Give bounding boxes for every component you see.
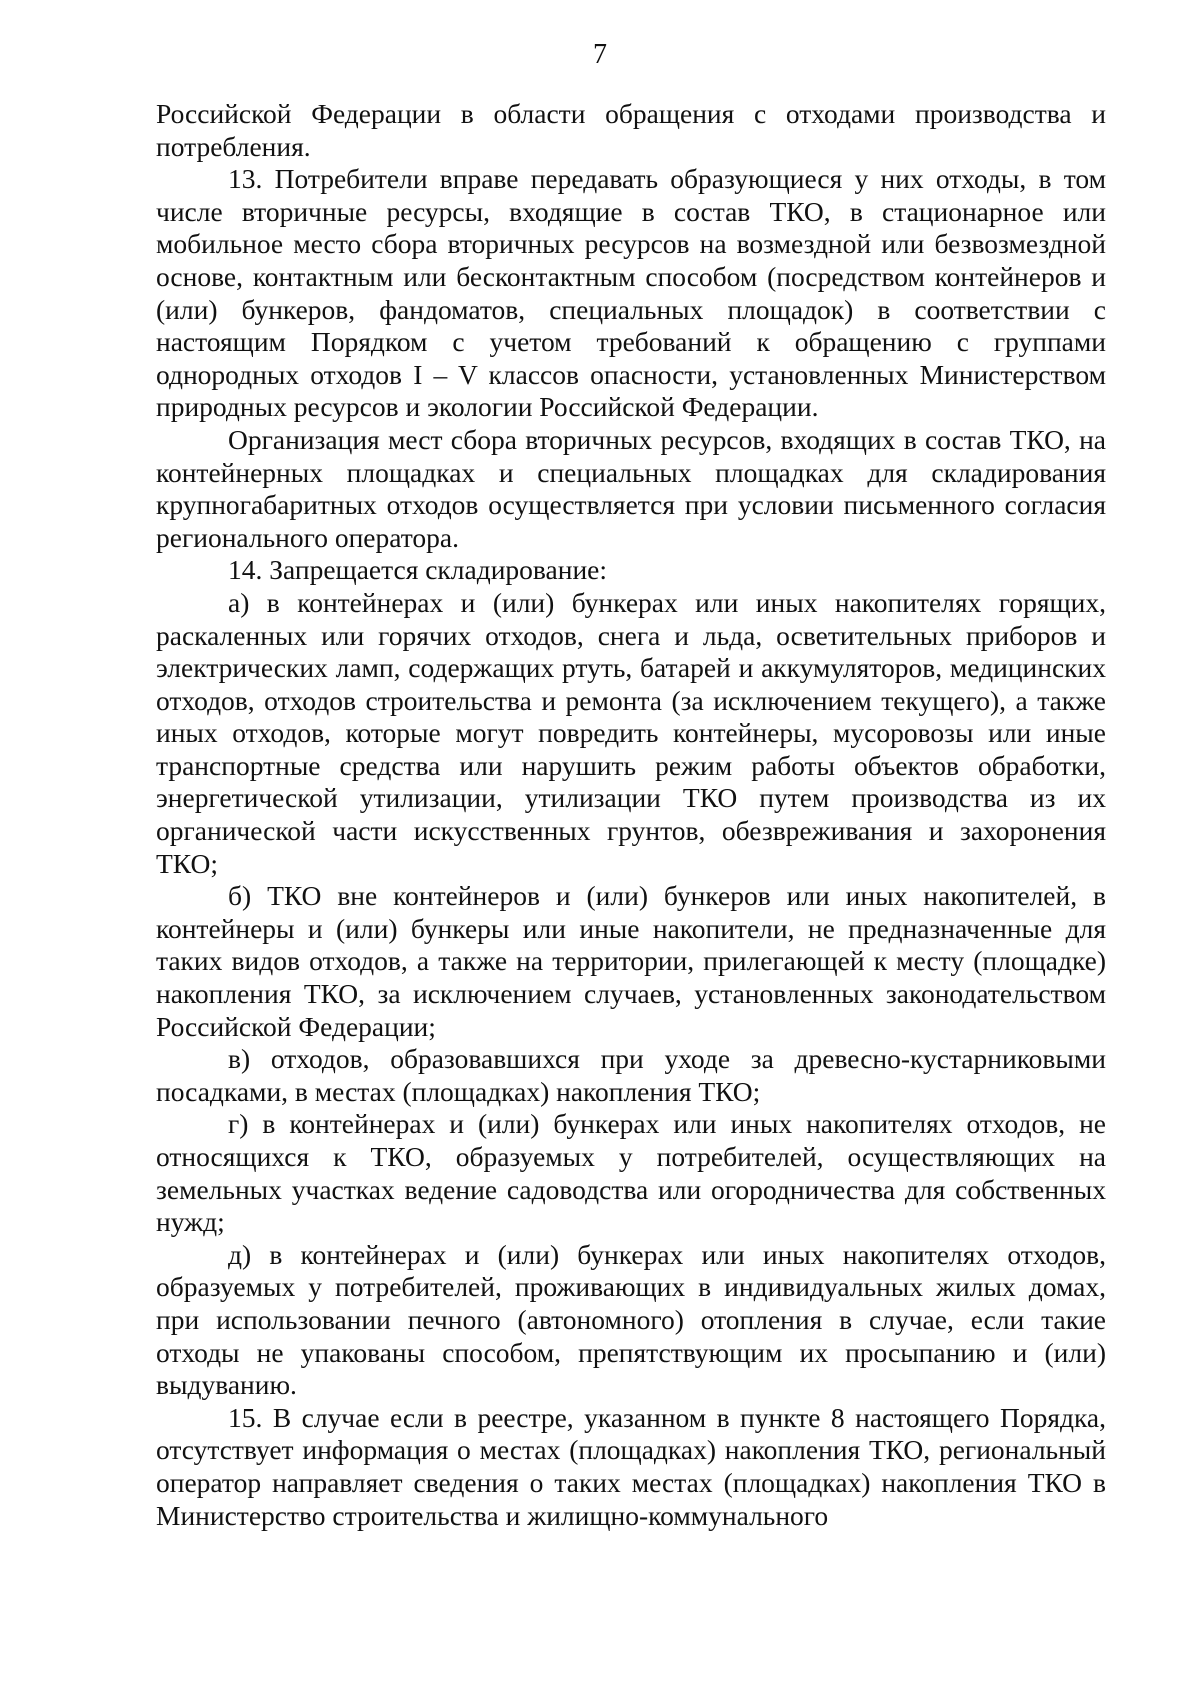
paragraph-item-15: 15. В случае если в реестре, указанном в пункте 8 настоящего Порядка, отсутствует информация о местах (площадках) накопления ТКО, региональный оператор направляет сведения о таких местах (площадках) накопления ТКО в Министерство строительства и жилищно-коммунального [156, 1401, 1106, 1531]
page-number: 7 [593, 39, 607, 70]
paragraph-continuation: Российской Федерации в области обращения с отходами производства и потребления. [156, 98, 1106, 162]
document-body [156, 98, 1106, 1532]
paragraph-item-14-v: в) отходов, образовавшихся при уходе за древесно-кустарниковыми посадками, в местах (площадках) накопления ТКО; [156, 1043, 1106, 1107]
paragraph-item-14-g: г) в контейнерах и (или) бункерах или иных накопителях отходов, не относящихся к ТКО, образуемых у потребителей, осуществляющих на земельных участках ведение садоводства или огородничества для собственных нужд; [156, 1108, 1106, 1238]
paragraph-item-13: 13. Потребители вправе передавать образующиеся у них отходы, в том числе вторичные ресурсы, входящие в состав ТКО, в стационарное или мобильное место сбора вторичных ресурсов на возмездной или безвозмездной основе, контактным или бесконтактным способом (посредством контейнеров и (или) бункеров, фандоматов, специальных площадок) в соответствии с настоящим Порядком с учетом требований к обращению с группами однородных отходов I – V классов опасности, установленных Министерством природных ресурсов и экологии Российской Федерации. [156, 163, 1106, 423]
paragraph-item-14-heading: 14. Запрещается складирование: [228, 554, 608, 586]
paragraph-item-14-b: б) ТКО вне контейнеров и (или) бункеров или иных накопителей, в контейнеры и (или) бункеры или иные накопители, не предназначенные для таких видов отходов, а также на территории, прилегающей к месту (площадке) накопления ТКО, за исключением случаев, установленных законодательством Российской Федерации; [156, 880, 1106, 1042]
paragraph-item-14-d: д) в контейнерах и (или) бункерах или иных накопителях отходов, образуемых у потребителей, проживающих в индивидуальных жилых домах, при использовании печного (автономного) отопления в случае, если такие отходы не упакованы способом, препятствующим их просыпанию и (или) выдуванию. [156, 1238, 1106, 1401]
paragraph-item-13-organization: Организация мест сбора вторичных ресурсов, входящих в состав ТКО, на контейнерных площадках и специальных площадках для складирования крупногабаритных отходов осуществляется при условии письменного согласия регионального оператора. [156, 423, 1106, 553]
paragraph-item-14-a: а) в контейнерах и (или) бункерах или иных накопителях горящих, раскаленных или горячих отходов, снега и льда, осветительных приборов и электрических ламп, содержащих ртуть, батарей и аккумуляторов, медицинских отходов, отходов строительства и ремонта (за исключением текущего), а также иных отходов, которые могут повредить контейнеры, мусоровозы или иные транспортные средства или нарушить режим работы объектов обработки, энергетической утилизации, утилизации ТКО путем производства из их органической части искусственных грунтов, обезвреживания и захоронения ТКО; [156, 586, 1106, 879]
